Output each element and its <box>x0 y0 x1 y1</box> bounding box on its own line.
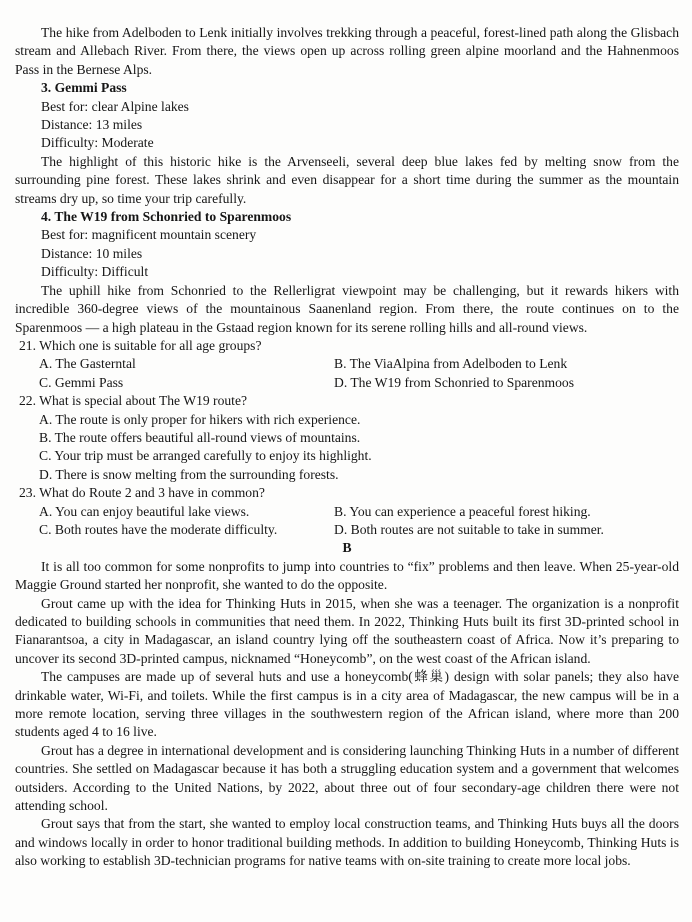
question-22-number: 22. <box>19 393 36 409</box>
section-b-paragraph-1: It is all too common for some nonprofits to jump into countries to “fix” problems and then leave. When 25-year-old Maggie Ground started her nonprofit, she wanted to do the opposite. <box>15 558 679 593</box>
option-23-b-text: You can experience a peaceful forest hiking. <box>349 503 591 519</box>
option-21-d-text: The W19 from Schonried to Sparenmoos <box>350 374 575 390</box>
option-21-a-text: The Gasterntal <box>55 356 136 372</box>
option-23-a-label: A. <box>39 503 53 519</box>
option-23-d-text: Both routes are not suitable to take in summer. <box>350 521 604 537</box>
question-23-stem <box>15 484 679 502</box>
option-21-b-text: The ViaAlpina from Adelboden to Lenk <box>349 356 568 372</box>
passage-a-intro-paragraph: The hike from Adelboden to Lenk initially involves trekking through a peaceful, forest-lined path along the Glisbach stream and Allebach River. From there, the views open up across rolling green alpine moorland and the Hahnenmoos Pass in the Bernese Alps. <box>15 25 679 77</box>
option-22-c-text: Your trip must be arranged carefully to enjoy its highlight. <box>54 448 372 464</box>
question-22-text: What is special about The W19 route? <box>39 393 248 409</box>
section-b-paragraph-3: The campuses are made up of several huts and use a honeycomb(蜂巢) design with solar panels; they also have drinkable water, Wi-Fi, and toilets. While the first campus is in a city area of Madagascar, the new campus will be in a more remote location, serving three villages in the southwestern region of the African island, where more than 200 students aged 4 to 16 live. <box>15 669 679 740</box>
option-21-b-label: B. <box>334 356 347 372</box>
route-3-distance: Distance: 13 miles <box>41 117 143 133</box>
option-21-d-label: D. <box>334 374 348 390</box>
option-22-c <box>15 447 679 465</box>
option-23-a <box>39 503 334 521</box>
question-22-stem <box>15 392 679 410</box>
question-23-text: What do Route 2 and 3 have in common? <box>39 485 265 501</box>
section-b-paragraph-5: Grout says that from the start, she wanted to employ local construction teams, and Thinking Huts buys all the doors and windows locally in order to honor traditional building methods. In addition to building Honeycomb, Thinking Huts is also working to establish 3D-technician programs for native teams with on-site training to create more local jobs. <box>15 816 679 869</box>
option-23-b <box>334 503 679 521</box>
option-22-d-text: There is snow melting from the surrounding forests. <box>55 466 339 482</box>
route-3-best-for: Best for: clear Alpine lakes <box>41 98 189 114</box>
route-4-description: The uphill hike from Schonried to the Rellerligrat viewpoint may be challenging, but it rewards hikers with incredible 360-degree views of the mountainous Saanenland region. From there, the route continues on to the Sparenmoos — a high plateau in the Gstaad region known for its serene rolling hills and all-round views. <box>15 282 679 335</box>
option-21-b <box>334 355 679 373</box>
option-22-d-label: D. <box>39 466 53 482</box>
route-4-best-for: Best for: magnificent mountain scenery <box>41 227 257 243</box>
option-22-d <box>15 466 679 484</box>
option-23-d <box>334 521 679 539</box>
option-21-c-label: C. <box>39 374 52 390</box>
section-b-paragraph-2: Grout came up with the idea for Thinking Huts in 2015, when she was a teenager. The organization is a nonprofit dedicated to building schools in communities that need them. In 2022, Thinking Huts built its first 3D-printed school in Fianarantsoa, a city in Madagascar, an island country lying off the southeastern coast of Africa. Now it’s preparing to uncover its second 3D-printed campus, nicknamed “Honeycomb”, on the west coast of the African island. <box>15 595 679 666</box>
route-4-distance: Distance: 10 miles <box>41 245 143 261</box>
question-23-number: 23. <box>19 485 36 501</box>
option-23-b-label: B. <box>334 503 347 519</box>
route-4-difficulty: Difficulty: Difficult <box>41 264 149 280</box>
question-21-number: 21. <box>19 337 36 353</box>
section-b-header: B <box>342 540 352 556</box>
option-21-a <box>39 355 334 373</box>
question-21-stem <box>15 337 679 355</box>
option-22-a <box>15 411 679 429</box>
option-23-c <box>39 521 334 539</box>
route-3-description: The highlight of this historic hike is the Arvenseeli, several deep blue lakes fed by melting snow from the surrounding pine forest. These lakes shrink and even disappear for a short time during the summer as the mountain streams dry up, so time your trip carefully. <box>15 153 679 206</box>
option-21-c <box>39 374 334 392</box>
option-23-a-text: You can enjoy beautiful lake views. <box>55 503 250 519</box>
section-b-paragraph-4: Grout has a degree in international development and is considering launching Thinking Huts in a number of different countries. She settled on Madagascar because it has both a struggling education system and a government that welcomes outsiders. According to the United Nations, by 2022, about three out of four secondary-age children there were not attending school. <box>15 742 679 814</box>
question-21-options-row-2 <box>15 374 679 392</box>
option-22-b-text: The route offers beautiful all-round views of mountains. <box>54 429 361 445</box>
option-22-b <box>15 429 679 447</box>
option-23-d-label: D. <box>334 521 348 537</box>
question-21-options-row-1 <box>15 355 679 373</box>
question-21-text: Which one is suitable for all age groups? <box>39 337 262 353</box>
option-23-c-text: Both routes have the moderate difficulty. <box>54 521 278 537</box>
route-3-difficulty: Difficulty: Moderate <box>41 135 154 151</box>
option-23-c-label: C. <box>39 521 52 537</box>
option-22-c-label: C. <box>39 448 52 464</box>
question-23-options-row-2 <box>15 521 679 539</box>
option-21-d <box>334 374 679 392</box>
option-21-c-text: Gemmi Pass <box>54 374 124 390</box>
option-22-a-text: The route is only proper for hikers with rich experience. <box>55 411 361 427</box>
question-23-options-row-1 <box>15 503 679 521</box>
option-22-a-label: A. <box>39 411 53 427</box>
option-22-b-label: B. <box>39 429 52 445</box>
option-21-a-label: A. <box>39 356 53 372</box>
route-4-heading: 4. The W19 from Schonried to Sparenmoos <box>41 209 292 225</box>
route-3-heading: 3. Gemmi Pass <box>41 80 127 96</box>
